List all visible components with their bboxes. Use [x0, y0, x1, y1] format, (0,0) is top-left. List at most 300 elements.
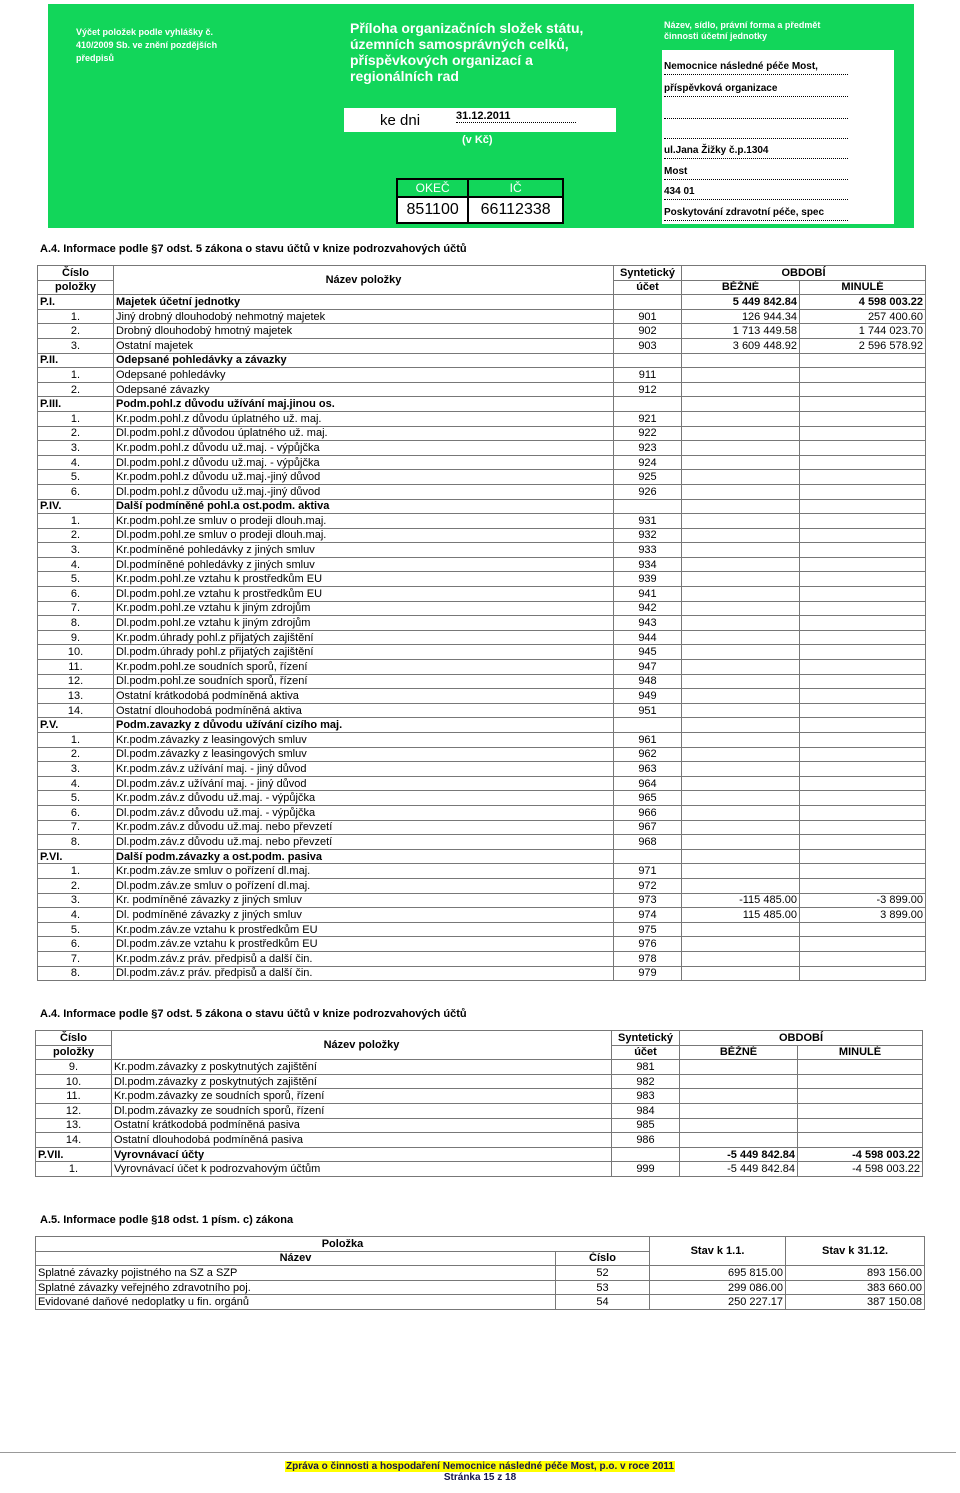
row-previous	[798, 1060, 923, 1075]
section-title: A.4. Informace podle §7 odst. 5 zákona o stavu účtů v knize podrozvahových účtů	[40, 1008, 467, 1020]
row-name: Kr.podm.pohl.ze vztahu k jiným zdrojům	[114, 601, 614, 616]
row-name: Odepsané závazky	[114, 382, 614, 397]
row-number: 5.	[38, 791, 114, 806]
col-header-num-sub: položky	[36, 1045, 112, 1060]
row-number: 1.	[38, 864, 114, 879]
table-row	[38, 411, 926, 426]
row-current	[682, 791, 800, 806]
row-number: P.VII.	[36, 1147, 112, 1162]
col-header-previous: MINULÉ	[798, 1045, 923, 1060]
table-row	[38, 937, 926, 952]
row-start-balance: 250 227.17	[650, 1295, 786, 1310]
row-account	[614, 499, 682, 514]
row-name: Dl.podm.úhrady pohl.z přijatých zajištění	[114, 645, 614, 660]
row-name: Majetek účetní jednotky	[114, 295, 614, 310]
row-name: Kr.podm.záv.ze vztahu k prostředkům EU	[114, 922, 614, 937]
row-current	[682, 776, 800, 791]
row-number: 7.	[38, 951, 114, 966]
row-previous	[800, 528, 926, 543]
table-row	[38, 514, 926, 529]
row-account: 945	[614, 645, 682, 660]
row-previous	[800, 805, 926, 820]
date-value: 31.12.2011	[456, 110, 576, 123]
row-previous	[800, 557, 926, 572]
offbalance-table-continued	[35, 1030, 923, 1177]
row-number: 2.	[38, 382, 114, 397]
table-row	[38, 908, 926, 923]
row-account: 949	[614, 689, 682, 704]
row-current	[682, 514, 800, 529]
row-account	[614, 353, 682, 368]
row-account: 982	[612, 1074, 680, 1089]
row-name: Kr.podmíněné pohledávky z jiných smluv	[114, 543, 614, 558]
row-number: P.III.	[38, 397, 114, 412]
row-previous	[800, 455, 926, 470]
row-previous	[800, 820, 926, 835]
row-previous	[800, 791, 926, 806]
table-row	[36, 1118, 923, 1133]
row-current: 1 713 449.58	[682, 324, 800, 339]
row-number: 3.	[38, 338, 114, 353]
row-number: 7.	[38, 601, 114, 616]
col-header-period: OBDOBÍ	[680, 1031, 923, 1046]
row-previous	[800, 878, 926, 893]
row-number: 10.	[38, 645, 114, 660]
row-name: Další podm.závazky a ost.podm. pasiva	[114, 849, 614, 864]
row-account: 962	[614, 747, 682, 762]
row-name: Dl.podm.záv.z práv. předpisů a další čin.	[114, 966, 614, 981]
row-account: 944	[614, 630, 682, 645]
row-name: Kr. podmíněné závazky z jiných smluv	[114, 893, 614, 908]
table-group-row	[38, 499, 926, 514]
table-row	[36, 1295, 925, 1310]
row-end-balance: 893 156.00	[786, 1266, 925, 1281]
row-name: Dl.podm.pohl.z důvodu už.maj.-jiný důvod	[114, 484, 614, 499]
row-number: 9.	[38, 630, 114, 645]
okec-value: 851100	[397, 197, 468, 223]
row-number: P.I.	[38, 295, 114, 310]
table-row	[36, 1089, 923, 1104]
row-account: 943	[614, 616, 682, 631]
row-previous	[800, 849, 926, 864]
col-header-num: Číslo	[36, 1031, 112, 1046]
row-previous	[800, 616, 926, 631]
row-account	[614, 397, 682, 412]
row-name: Ostatní krátkodobá podmíněná pasiva	[112, 1118, 612, 1133]
section-title: A.5. Informace podle §18 odst. 1 písm. c) zákona	[40, 1214, 294, 1226]
table-row	[38, 747, 926, 762]
entity-line	[664, 124, 848, 139]
col-header-current: BĚŽNÉ	[680, 1045, 798, 1060]
row-number: 8.	[38, 835, 114, 850]
row-current	[682, 572, 800, 587]
row-number: 9.	[36, 1060, 112, 1075]
row-current: 3 609 448.92	[682, 338, 800, 353]
row-name: Splatné závazky pojistného na SZ a SZP	[36, 1266, 556, 1281]
row-number: 2.	[38, 324, 114, 339]
col-header-name: Název	[36, 1251, 556, 1266]
row-previous	[800, 368, 926, 383]
row-account: 921	[614, 411, 682, 426]
row-current	[680, 1089, 798, 1104]
table-row	[36, 1162, 923, 1177]
row-number: 1.	[38, 514, 114, 529]
row-previous: 3 899.00	[800, 908, 926, 923]
row-number: 13.	[36, 1118, 112, 1133]
row-previous	[800, 689, 926, 704]
entity-line: příspěvková organizace	[664, 82, 848, 97]
table-row	[38, 922, 926, 937]
row-account: 966	[614, 805, 682, 820]
table-row	[38, 572, 926, 587]
table-row	[38, 368, 926, 383]
row-previous	[800, 572, 926, 587]
row-account: 963	[614, 762, 682, 777]
table-row	[38, 630, 926, 645]
row-number: 6.	[38, 937, 114, 952]
row-number: 3.	[38, 441, 114, 456]
row-current	[680, 1133, 798, 1148]
row-previous	[800, 645, 926, 660]
row-current	[682, 762, 800, 777]
row-current	[682, 937, 800, 952]
row-number: 8.	[38, 616, 114, 631]
row-name: Kr.podm.závazky z poskytnutých zajištění	[112, 1060, 612, 1075]
row-name: Kr.podm.záv.ze smluv o pořízení dl.maj.	[114, 864, 614, 879]
row-previous	[800, 514, 926, 529]
row-name: Kr.podm.pohl.z důvodu úplatného už. maj.	[114, 411, 614, 426]
table-row	[38, 528, 926, 543]
col-header-start: Stav k 1.1.	[650, 1237, 786, 1266]
row-number: 13.	[38, 689, 114, 704]
row-account	[614, 849, 682, 864]
row-current	[682, 616, 800, 631]
row-account: 971	[614, 864, 682, 879]
ic-value: 66112338	[468, 197, 563, 223]
row-account: 931	[614, 514, 682, 529]
row-name: Dl.podm.závazky z poskytnutých zajištění	[112, 1074, 612, 1089]
row-account: 978	[614, 951, 682, 966]
row-previous	[800, 951, 926, 966]
row-account: 901	[614, 309, 682, 324]
row-current	[680, 1103, 798, 1118]
table-row	[38, 835, 926, 850]
row-number: 1.	[38, 733, 114, 748]
row-number: 4.	[38, 557, 114, 572]
table-row	[36, 1074, 923, 1089]
row-previous	[800, 587, 926, 602]
row-previous	[800, 397, 926, 412]
row-current	[682, 368, 800, 383]
row-current	[682, 864, 800, 879]
row-account: 961	[614, 733, 682, 748]
table-row	[38, 864, 926, 879]
row-current	[680, 1060, 798, 1075]
row-account: 942	[614, 601, 682, 616]
row-name: Kr.podm.závazky z leasingových smluv	[114, 733, 614, 748]
table-row	[38, 455, 926, 470]
table-row	[36, 1060, 923, 1075]
overdue-liabilities-table	[35, 1236, 925, 1310]
row-number: 11.	[38, 660, 114, 675]
table-row	[38, 338, 926, 353]
page-number: Stránka 15 z 18	[443, 1472, 517, 1483]
row-previous	[800, 353, 926, 368]
row-current	[682, 733, 800, 748]
row-current	[682, 397, 800, 412]
table-group-row	[38, 397, 926, 412]
row-account: 902	[614, 324, 682, 339]
row-previous	[800, 601, 926, 616]
table-row	[38, 470, 926, 485]
row-number: 5.	[38, 470, 114, 485]
table-row	[36, 1133, 923, 1148]
row-number: 53	[556, 1280, 650, 1295]
regulation-line: 410/2009 Sb. ve znění pozdějších	[76, 40, 218, 50]
row-account: 973	[614, 893, 682, 908]
row-previous	[800, 966, 926, 981]
row-number: 2.	[38, 747, 114, 762]
row-previous: -3 899.00	[800, 893, 926, 908]
table-row	[38, 309, 926, 324]
report-title	[350, 20, 650, 84]
row-current: -5 449 842.84	[680, 1162, 798, 1177]
row-current	[682, 441, 800, 456]
row-previous: -4 598 003.22	[798, 1147, 923, 1162]
row-name: Kr.podm.pohl.z důvodu už.maj. - výpůjčka	[114, 441, 614, 456]
row-number: 6.	[38, 587, 114, 602]
table-row	[38, 674, 926, 689]
row-account: 976	[614, 937, 682, 952]
row-name: Další podmíněné pohl.a ost.podm. aktiva	[114, 499, 614, 514]
row-previous	[800, 762, 926, 777]
row-previous: 2 596 578.92	[800, 338, 926, 353]
row-number: P.II.	[38, 353, 114, 368]
row-number: 10.	[36, 1074, 112, 1089]
row-name: Dl.podm.pohl.ze soudních sporů, řízení	[114, 674, 614, 689]
row-account: 974	[614, 908, 682, 923]
row-name: Ostatní krátkodobá podmíněná aktiva	[114, 689, 614, 704]
okec-label: OKEČ	[397, 179, 468, 197]
row-account	[614, 295, 682, 310]
entity-label	[664, 20, 904, 42]
row-current	[682, 601, 800, 616]
row-name: Podm.pohl.z důvodu užívání maj.jinou os.	[114, 397, 614, 412]
row-number: 5.	[38, 572, 114, 587]
row-current	[682, 543, 800, 558]
id-box	[396, 178, 564, 224]
row-current	[682, 411, 800, 426]
row-name: Kr.podm.záv.z práv. předpisů a další čin.	[114, 951, 614, 966]
col-header-item: Položka	[36, 1237, 650, 1252]
row-name: Drobný dlouhodobý hmotný majetek	[114, 324, 614, 339]
row-previous	[798, 1074, 923, 1089]
row-number: P.V.	[38, 718, 114, 733]
row-previous	[798, 1103, 923, 1118]
row-previous	[800, 484, 926, 499]
row-account: 939	[614, 572, 682, 587]
row-previous	[800, 747, 926, 762]
table-row	[38, 616, 926, 631]
table-group-row	[38, 849, 926, 864]
row-number: 7.	[38, 820, 114, 835]
table-row	[38, 324, 926, 339]
section-title: A.4. Informace podle §7 odst. 5 zákona o stavu účtů v knize podrozvahových účtů	[40, 243, 467, 255]
row-previous	[800, 499, 926, 514]
row-number: 3.	[38, 762, 114, 777]
row-start-balance: 299 086.00	[650, 1280, 786, 1295]
col-header-previous: MINULÉ	[800, 280, 926, 295]
table-group-row	[38, 718, 926, 733]
row-name: Kr.podm.pohl.z důvodu už.maj.-jiný důvod	[114, 470, 614, 485]
row-account: 948	[614, 674, 682, 689]
row-name: Dl.podm.pohl.ze smluv o prodeji dlouh.maj.	[114, 528, 614, 543]
table-row	[38, 878, 926, 893]
col-header-end: Stav k 31.12.	[786, 1237, 925, 1266]
table-row	[38, 382, 926, 397]
col-header-account: Syntetický	[614, 266, 682, 281]
row-account: 932	[614, 528, 682, 543]
row-account: 984	[612, 1103, 680, 1118]
table-row	[38, 893, 926, 908]
table-row	[38, 484, 926, 499]
row-current	[682, 587, 800, 602]
row-number: 14.	[38, 703, 114, 718]
row-account: 933	[614, 543, 682, 558]
row-current	[682, 426, 800, 441]
row-name: Kr.podm.závazky ze soudních sporů, řízení	[112, 1089, 612, 1104]
row-name: Odepsané pohledávky	[114, 368, 614, 383]
row-number: 5.	[38, 922, 114, 937]
row-current	[682, 878, 800, 893]
ic-label: IČ	[468, 179, 563, 197]
row-name: Odepsané pohledávky a závazky	[114, 353, 614, 368]
entity-details	[662, 50, 894, 224]
row-account: 965	[614, 791, 682, 806]
row-start-balance: 695 815.00	[650, 1266, 786, 1281]
row-number: 1.	[38, 411, 114, 426]
regulation-note	[76, 26, 276, 65]
title-line: Příloha organizačních složek státu,	[350, 20, 584, 36]
row-name: Jiný drobný dlouhodobý nehmotný majetek	[114, 309, 614, 324]
row-previous	[800, 441, 926, 456]
row-name: Ostatní dlouhodobá podmíněná aktiva	[114, 703, 614, 718]
table-row	[36, 1280, 925, 1295]
col-header-account: Syntetický	[612, 1031, 680, 1046]
row-current	[682, 470, 800, 485]
row-name: Dl.podm.záv.z užívání maj. - jiný důvod	[114, 776, 614, 791]
currency-label: (v Kč)	[462, 134, 493, 146]
row-name: Dl.podm.záv.ze vztahu k prostředkům EU	[114, 937, 614, 952]
row-previous	[800, 733, 926, 748]
row-end-balance: 383 660.00	[786, 1280, 925, 1295]
row-current	[682, 835, 800, 850]
row-current	[682, 689, 800, 704]
footer-divider	[0, 1452, 956, 1453]
col-header-name: Název položky	[114, 266, 614, 295]
row-number: 1.	[38, 368, 114, 383]
row-name: Evidované daňové nedoplatky u fin. orgánů	[36, 1295, 556, 1310]
row-name: Kr.podm.záv.z užívání maj. - jiný důvod	[114, 762, 614, 777]
row-current	[682, 630, 800, 645]
row-account: 986	[612, 1133, 680, 1148]
offbalance-table	[37, 265, 926, 981]
row-number: 12.	[38, 674, 114, 689]
row-name: Vyrovnávací účty	[112, 1147, 612, 1162]
row-number: 8.	[38, 966, 114, 981]
entity-line: ul.Jana Žižky č.p.1304	[664, 144, 848, 159]
entity-label-line: Název, sídlo, právní forma a předmět	[664, 20, 821, 30]
row-account: 975	[614, 922, 682, 937]
table-row	[36, 1266, 925, 1281]
row-current	[682, 455, 800, 470]
row-name: Kr.podm.pohl.ze soudních sporů, řízení	[114, 660, 614, 675]
row-current: 126 944.34	[682, 309, 800, 324]
row-number: 11.	[36, 1089, 112, 1104]
row-number: 54	[556, 1295, 650, 1310]
table-row	[38, 791, 926, 806]
row-name: Podm.zavazky z důvodu užívání cizího maj.	[114, 718, 614, 733]
row-previous	[800, 382, 926, 397]
entity-line: Nemocnice následné péče Most,	[664, 60, 848, 75]
col-header-account-sub: účet	[614, 280, 682, 295]
row-account: 981	[612, 1060, 680, 1075]
row-account	[614, 718, 682, 733]
table-row	[38, 762, 926, 777]
row-name: Dl.podm.záv.z důvodu už.maj. nebo převzetí	[114, 835, 614, 850]
table-row	[38, 966, 926, 981]
row-previous	[800, 630, 926, 645]
row-previous	[800, 543, 926, 558]
col-header-period: OBDOBÍ	[682, 266, 926, 281]
row-name: Kr.podm.záv.z důvodu už.maj. - výpůjčka	[114, 791, 614, 806]
row-previous	[800, 835, 926, 850]
row-account: 967	[614, 820, 682, 835]
row-account: 903	[614, 338, 682, 353]
row-number: 4.	[38, 776, 114, 791]
row-number: P.VI.	[38, 849, 114, 864]
row-name: Ostatní dlouhodobá podmíněná pasiva	[112, 1133, 612, 1148]
row-name: Dl.podm.pohl.z důvodu už.maj. - výpůjčka	[114, 455, 614, 470]
row-account: 972	[614, 878, 682, 893]
page-footer	[0, 1461, 960, 1483]
table-row	[38, 587, 926, 602]
table-row	[38, 543, 926, 558]
row-previous	[800, 470, 926, 485]
report-header	[48, 4, 914, 228]
row-account: 983	[612, 1089, 680, 1104]
row-name: Dl. podmíněné závazky z jiných smluv	[114, 908, 614, 923]
row-previous	[800, 674, 926, 689]
row-current	[682, 382, 800, 397]
row-name: Kr.podm.pohl.ze smluv o prodeji dlouh.maj.	[114, 514, 614, 529]
row-current	[682, 660, 800, 675]
entity-line: Poskytování zdravotní péče, spec	[664, 206, 848, 221]
row-current	[682, 820, 800, 835]
col-header-num: Číslo	[38, 266, 114, 281]
row-current	[682, 849, 800, 864]
table-row	[38, 441, 926, 456]
row-previous	[800, 864, 926, 879]
row-number: 2.	[38, 426, 114, 441]
title-line: regionálních rad	[350, 68, 459, 84]
row-number: 6.	[38, 484, 114, 499]
row-current: -5 449 842.84	[680, 1147, 798, 1162]
row-current: 5 449 842.84	[682, 295, 800, 310]
row-account: 923	[614, 441, 682, 456]
row-name: Dl.podm.pohl.ze vztahu k jiným zdrojům	[114, 616, 614, 631]
footer-report-name: Zpráva o činnosti a hospodaření Nemocnice následné péče Most, p.o. v roce 2011	[286, 1461, 674, 1472]
